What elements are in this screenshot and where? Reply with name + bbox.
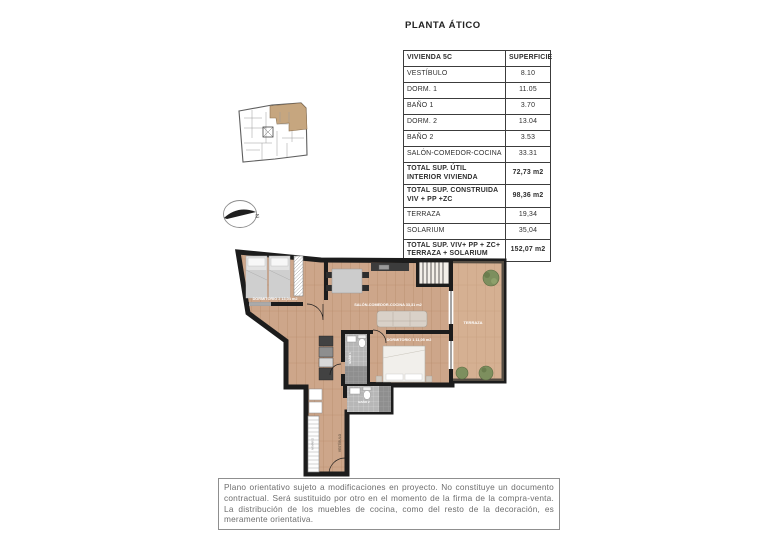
room-area: 19,34 (506, 207, 551, 223)
stairs (419, 262, 449, 284)
table-row (404, 99, 551, 115)
vestibulo-label: VESTÍBULO (338, 433, 342, 453)
armario-label: ARMARIO (311, 437, 315, 451)
room-label: DORM. 2 (404, 115, 506, 131)
dorm2-label: DORMITORIO 2 13,04 m2 (252, 297, 298, 301)
room-area: 35,04 (506, 223, 551, 239)
room-area: 11.05 (506, 83, 551, 99)
table-row (404, 185, 551, 207)
page-title: PLANTA ÁTICO (405, 20, 481, 31)
north-arrow-icon (219, 191, 263, 237)
corridor-wardrobe (308, 416, 319, 472)
room-label: TOTAL SUP. VIV+ PP + ZC+ TERRAZA + SOLARIUM (404, 239, 506, 261)
table-row (404, 147, 551, 163)
room-label: DORM. 1 (404, 83, 506, 99)
kitchen-appliances (319, 336, 333, 380)
room-area: 13.04 (506, 115, 551, 131)
bathroom-2 (347, 386, 391, 412)
building-key-plan (232, 98, 314, 174)
area-table (403, 50, 551, 262)
area-table-body (404, 67, 551, 262)
room-label: SOLARIUM (404, 223, 506, 239)
room-area: 3.70 (506, 99, 551, 115)
sofa (377, 311, 427, 327)
table-header-row (404, 51, 551, 67)
room-label: VESTÍBULO (404, 67, 506, 83)
bed-twin-1 (246, 256, 267, 298)
table-row (404, 67, 551, 83)
disclaimer-box (218, 478, 560, 530)
table-row (404, 163, 551, 185)
bano2-label: BAÑO 2 (358, 400, 370, 404)
wardrobe-bedroom2 (294, 256, 303, 296)
room-area: 3.53 (506, 131, 551, 147)
bed-twin-2 (269, 256, 290, 298)
disclaimer-text: Plano orientativo sujeto a modificaciones en proyecto. No constituye un documento contractual. Será sustituido por otro en el momento de la firma de la compra-venta. La distribución de los muebles de cocina, como del resto de la decoración, es meramente orientativa. (224, 482, 554, 525)
dorm1-label: DORMITORIO 1 11,05 m2 (386, 338, 432, 342)
table-row (404, 83, 551, 99)
bed-double (376, 346, 432, 382)
table-row (404, 115, 551, 131)
room-label: SALÓN-COMEDOR-COCINA (404, 147, 506, 163)
room-label: TERRAZA (404, 207, 506, 223)
kitchen-counter (371, 263, 409, 271)
room-label: BAÑO 2 (404, 131, 506, 147)
room-area: 8.10 (506, 67, 551, 83)
table-row (404, 223, 551, 239)
room-area: 98,36 m2 (506, 185, 551, 207)
salon-label: SALÓN-COMEDOR-COCINA 33,31 m2 (354, 303, 422, 307)
room-area: 72,73 m2 (506, 163, 551, 185)
bano1-label: BAÑO 1 (348, 352, 352, 364)
room-label: TOTAL SUP. CONSTRUIDA VIV + PP +ZC (404, 185, 506, 207)
table-header-surface: SUPERFICIE (506, 51, 551, 67)
room-label: BAÑO 1 (404, 99, 506, 115)
room-area: 152,07 m2 (506, 239, 551, 261)
table-header-unit: VIVIENDA 5C (404, 51, 506, 67)
north-letter: N (253, 213, 260, 219)
floor-plan (233, 246, 507, 478)
table-row (404, 207, 551, 223)
room-area: 33.31 (506, 147, 551, 163)
terraza-label: TERRAZA (463, 320, 483, 325)
room-label: TOTAL SUP. ÚTIL INTERIOR VIVIENDA (404, 163, 506, 185)
table-row (404, 131, 551, 147)
